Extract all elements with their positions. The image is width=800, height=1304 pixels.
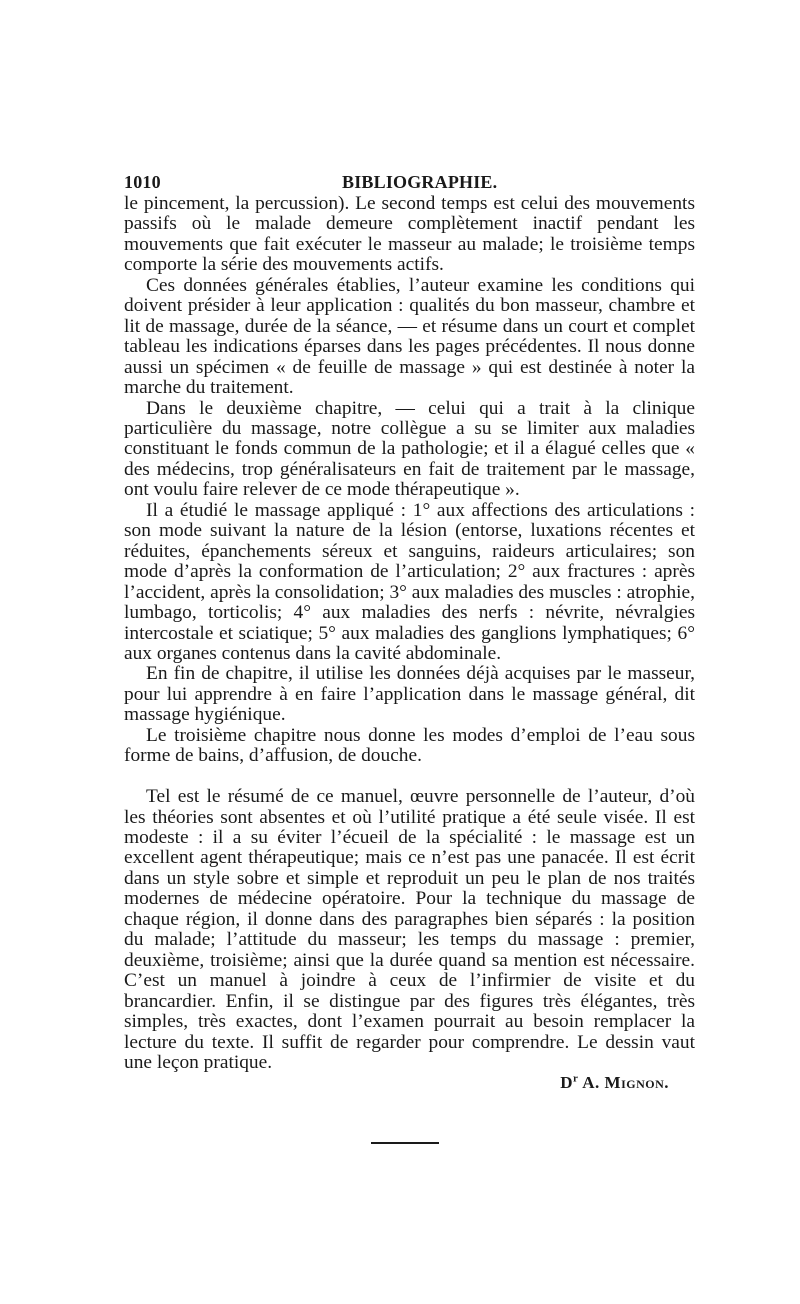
paragraph-continuation: le pincement, la percussion). Le second temps est celui des mouvements passifs où le malade demeure complètement inactif pendant les mouvements que fait exécuter le masseur au malade; le troisième temps comporte la série des mouvements actifs. [124, 193, 695, 276]
paragraph-third-chapter: Le troisième chapitre nous donne les modes d’emploi de l’eau sous forme de bains, d’affusion, de douche. [124, 724, 695, 767]
paragraph-second-chapter: Dans le deuxième chapitre, — celui qui a trait à la clinique particulière du massage, notre collègue a su se limiter aux maladies constituant le fonds commun de la pathologie; et il a élagué celles que « des médecins, trop généralisateurs en fait de traitement par le massage, ont voulu faire relever de ce mode thérapeutique ». [124, 397, 695, 501]
paragraph-conditions: Ces données générales établies, l’auteur examine les conditions qui doivent présider à leur application : qualités du bon masseur, chambre et lit de massage, durée de la séance, — et résume dans un court et complet tableau les indications éparses dans les pages précédentes. Il nous donne aussi un spécimen « de feuille de massage » qui est destinée à noter la marche du traitement. [124, 274, 695, 399]
author-signature [124, 1073, 695, 1093]
paragraph-summary: Tel est le résumé de ce manuel, œuvre personnelle de l’auteur, d’où les théories sont absentes et où l’utilité pratique a été seule visée. Il est modeste : il a su éviter l’écueil de la spécialité : le massage est un excellent agent thérapeutique; mais ce n’est pas une panacée. Il est écrit dans un style sobre et simple et reproduit un peu le plan de nos traités modernes de médecine opératoire. Pour la technique du massage de chaque région, il donne dans des paragraphes bien séparés : la position du malade; l’attitude du masseur; les temps du massage : premier, deuxième, troisième; ainsi que la durée quand sa mention est nécessaire. C’est un manuel à joindre à ceux de l’infirmier de visite et du brancardier. Enfin, il se distingue par des figures très élégantes, très simples, très exactes, dont l’examen pourrait au besoin remplacer la lecture du texte. Il suffit de regarder pour comprendre. Le dessin vaut une leçon pratique. [124, 786, 695, 1074]
section-divider [371, 1142, 439, 1144]
paragraph-applications: Il a étudié le massage appliqué : 1° aux affections des articulations : son mode suivant la nature de la lésion (entorse, luxations récentes et réduites, épanchements séreux et sanguins, raideurs articulaires; son mode d’après la conformation de l’articulation; 2° aux fractures : après l’accident, après la consolidation; 3° aux maladies des muscles : atrophie, lumbago, torticolis; 4° aux maladies des nerfs : névrite, névralgies intercostale et sciatique; 5° aux maladies des ganglions lymphatiques; 6° aux organes contenus dans la cavité abdominale. [124, 499, 695, 664]
page-number: 1010 [124, 172, 161, 192]
book-page [124, 168, 695, 1144]
running-title: BIBLIOGRAPHIE. [342, 172, 498, 192]
page-header [124, 168, 695, 194]
signature-name: A. Mignon. [578, 1073, 669, 1093]
paragraph-chapter-end: En fin de chapitre, il utilise les données déjà acquises par le masseur, pour lui apprendre à en faire l’application dans le massage général, dit massage hygiénique. [124, 663, 695, 726]
signature-prefix: D [560, 1073, 574, 1093]
signature-prefix-sup: r [573, 1072, 579, 1085]
body-text [124, 194, 695, 1073]
